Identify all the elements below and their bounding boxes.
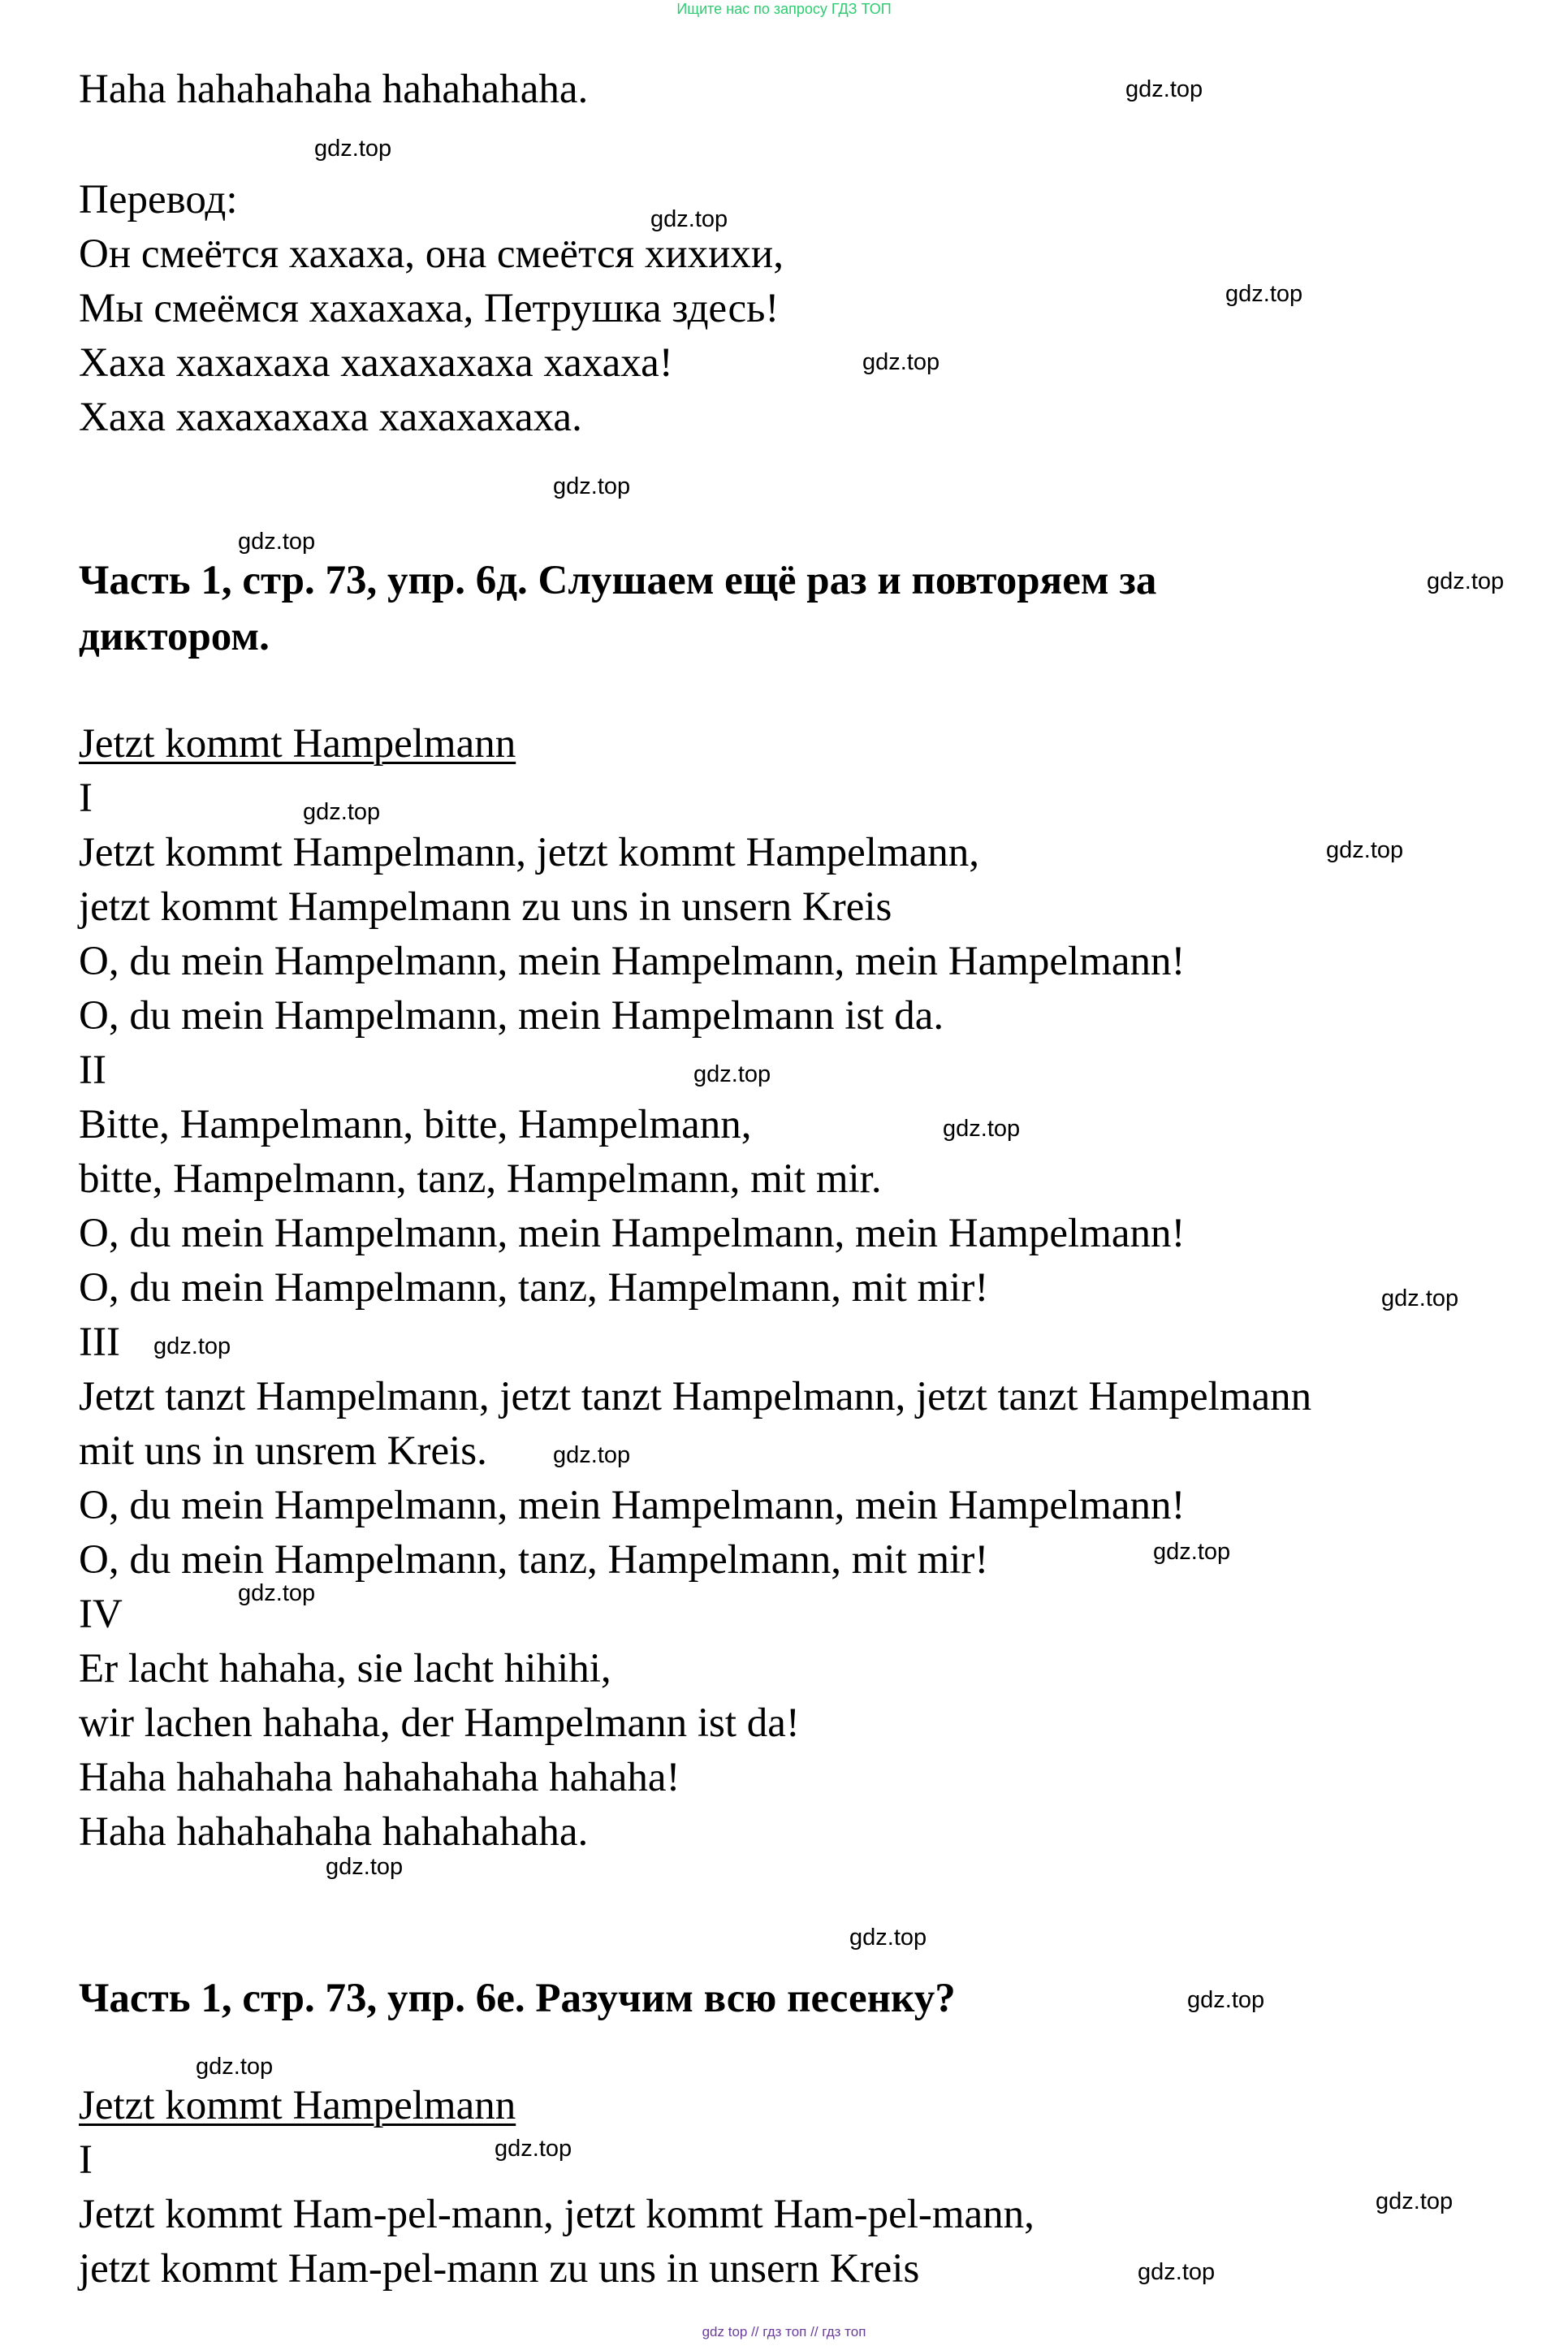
verse-number: I	[79, 2137, 93, 2183]
song-line: Haha hahahahaha hahahahaha.	[79, 67, 589, 112]
watermark: gdz.top	[238, 529, 316, 555]
top-banner: Ищите нас по запросу ГДЗ ТОП	[676, 1, 892, 17]
song-line: O, du mein Hampelmann, tanz, Hampelmann, mit mir!	[79, 1265, 989, 1311]
watermark: gdz.top	[495, 2136, 572, 2162]
watermark: gdz.top	[314, 136, 392, 162]
watermark: gdz.top	[303, 799, 381, 825]
watermark: gdz.top	[553, 1442, 631, 1468]
translation-line: Он смеётся хахаха, она смеётся хихихи,	[79, 231, 784, 277]
verse-number: I	[79, 776, 93, 821]
song-line: O, du mein Hampelmann, tanz, Hampelmann, mit mir!	[79, 1537, 989, 1583]
song-line: Haha hahahahaha hahahahaha.	[79, 1809, 589, 1855]
song-line: O, du mein Hampelmann, mein Hampelmann, mein Hampelmann!	[79, 1211, 1186, 1256]
translation-line: Хаха хахахаха хахахахаха хахаха!	[79, 340, 673, 386]
song-line: bitte, Hampelmann, tanz, Hampelmann, mit mir.	[79, 1156, 882, 1202]
watermark: gdz.top	[1153, 1539, 1231, 1565]
watermark: gdz.top	[553, 473, 631, 499]
watermark: gdz.top	[1187, 1987, 1265, 2013]
watermark: gdz.top	[326, 1854, 404, 1880]
translation-label: Перевод:	[79, 177, 238, 223]
watermark: gdz.top	[943, 1116, 1021, 1142]
song-line: Jetzt kommt Hampelmann, jetzt kommt Hampelmann,	[79, 830, 980, 875]
verse-number: III	[79, 1320, 120, 1365]
song-line: wir lachen hahaha, der Hampelmann ist da!	[79, 1700, 800, 1746]
bottom-banner: gdz top // гдз топ // гдз топ	[702, 2324, 866, 2340]
watermark: gdz.top	[196, 2054, 274, 2080]
song-line: mit uns in unsrem Kreis.	[79, 1428, 487, 1474]
watermark: gdz.top	[1376, 2188, 1454, 2214]
verse-number: IV	[79, 1592, 123, 1637]
song-title: Jetzt kommt Hampelmann	[79, 2083, 516, 2128]
song-line: Jetzt tanzt Hampelmann, jetzt tanzt Hampelmann, jetzt tanzt Hampelmann	[79, 1374, 1312, 1419]
translation-line: Мы смеёмся хахахаха, Петрушка здесь!	[79, 286, 780, 331]
watermark: gdz.top	[153, 1333, 231, 1359]
exercise-heading-cont: диктором.	[79, 614, 270, 659]
song-line: Bitte, Hampelmann, bitte, Hampelmann,	[79, 1102, 752, 1147]
watermark: gdz.top	[693, 1061, 771, 1087]
song-line: O, du mein Hampelmann, mein Hampelmann ist da.	[79, 993, 944, 1039]
song-line: Jetzt kommt Ham-pel-mann, jetzt kommt Ham-pel-mann,	[79, 2192, 1035, 2237]
exercise-heading: Часть 1, стр. 73, упр. 6е. Разучим всю песенку?	[79, 1976, 956, 2021]
watermark: gdz.top	[1138, 2259, 1216, 2285]
watermark: gdz.top	[1326, 837, 1404, 863]
watermark: gdz.top	[862, 349, 940, 375]
song-line: Haha hahahaha hahahahaha hahaha!	[79, 1755, 680, 1800]
watermark: gdz.top	[1427, 568, 1505, 594]
watermark: gdz.top	[238, 1580, 316, 1606]
watermark: gdz.top	[650, 206, 728, 232]
song-line: Er lacht hahaha, sie lacht hihihi,	[79, 1646, 611, 1691]
song-line: O, du mein Hampelmann, mein Hampelmann, mein Hampelmann!	[79, 1483, 1186, 1528]
watermark: gdz.top	[1225, 281, 1303, 307]
exercise-heading: Часть 1, стр. 73, упр. 6д. Слушаем ещё раз и повторяем за	[79, 558, 1157, 603]
song-line: jetzt kommt Ham-pel-mann zu uns in unsern Kreis	[79, 2246, 920, 2292]
song-line: O, du mein Hampelmann, mein Hampelmann, mein Hampelmann!	[79, 939, 1186, 984]
verse-number: II	[79, 1048, 106, 1093]
watermark: gdz.top	[849, 1925, 927, 1951]
watermark: gdz.top	[1381, 1285, 1459, 1311]
watermark: gdz.top	[1125, 76, 1203, 102]
song-line: jetzt kommt Hampelmann zu uns in unsern Kreis	[79, 884, 892, 930]
song-title: Jetzt kommt Hampelmann	[79, 721, 516, 767]
translation-line: Хаха хахахахаха хахахахаха.	[79, 395, 582, 440]
